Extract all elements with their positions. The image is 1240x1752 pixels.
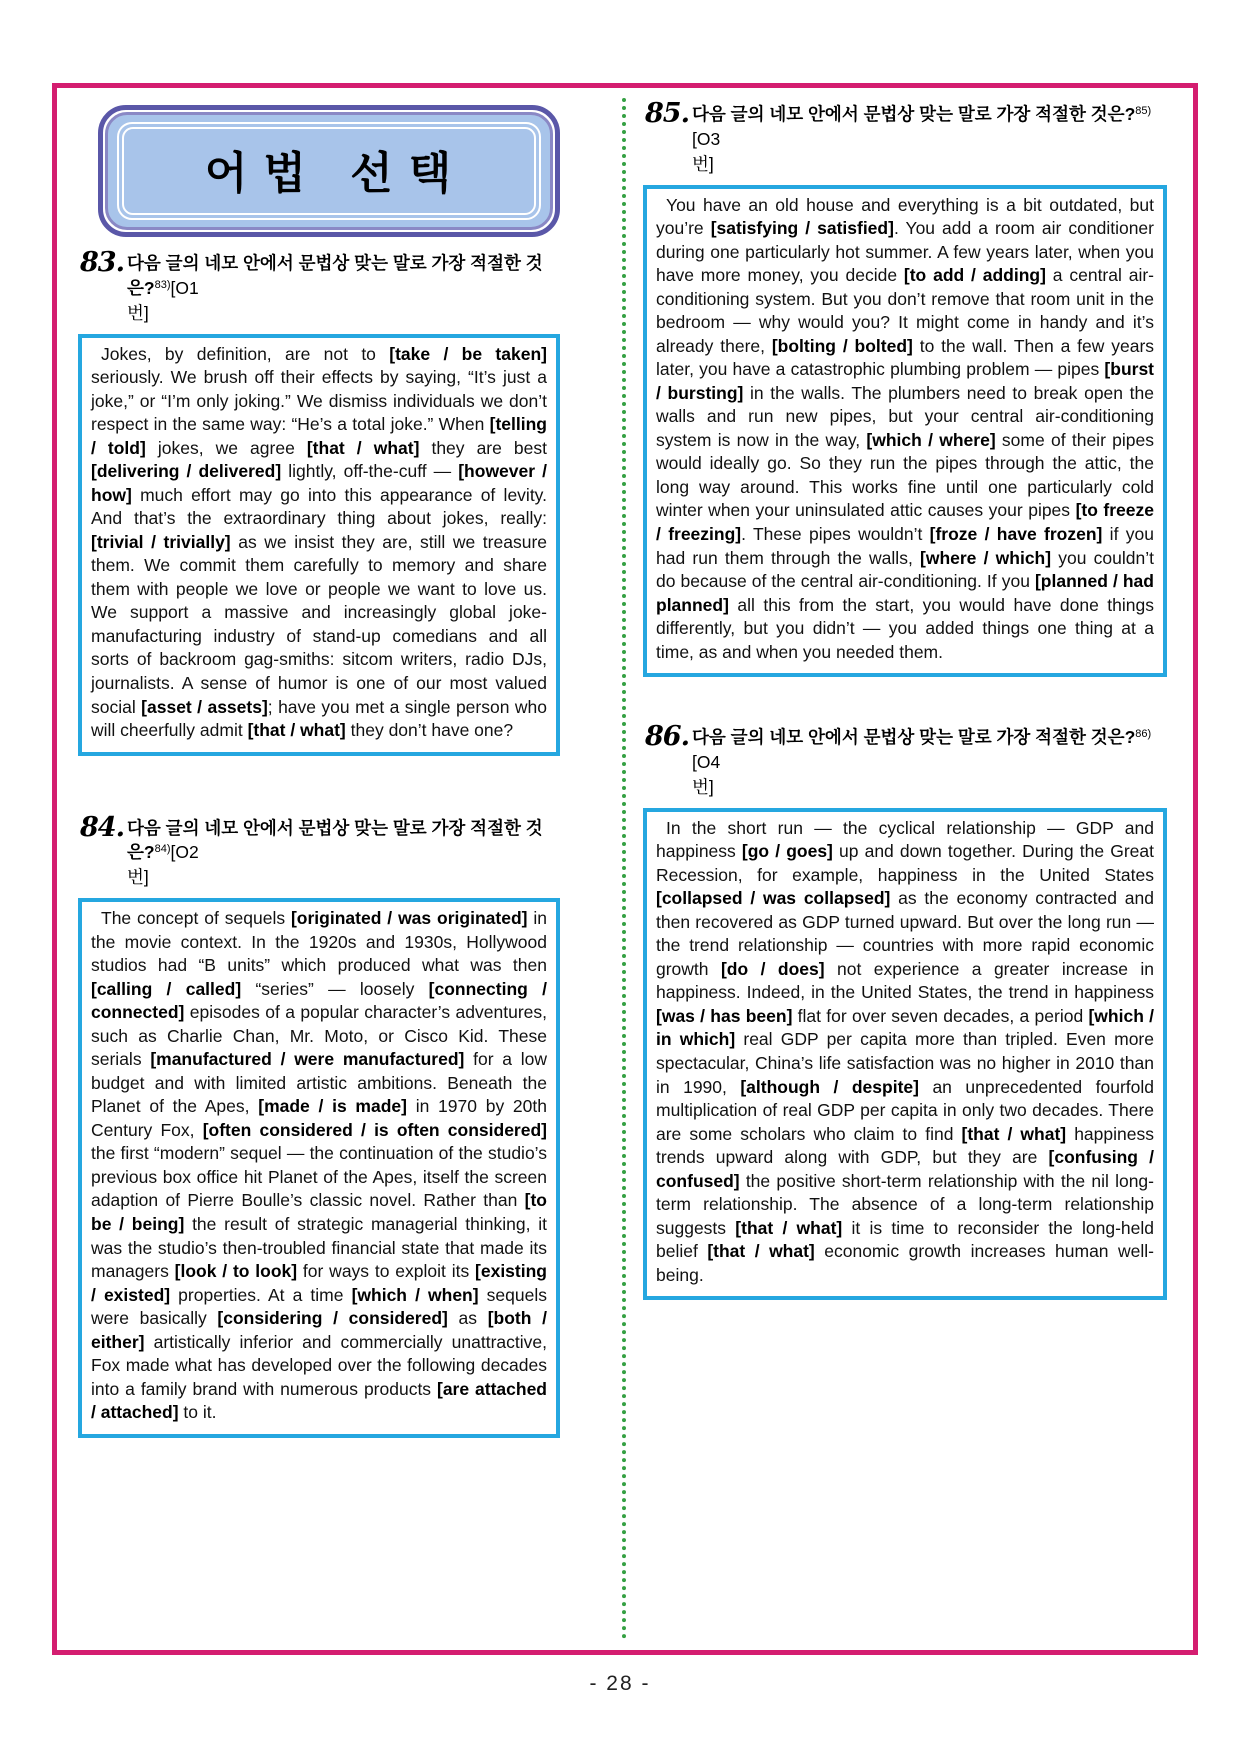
question-86-source-tag: [O4: [692, 752, 721, 772]
question-85-footnote-ref: 85): [1135, 105, 1152, 117]
question-85-source-tag: [O3: [692, 128, 721, 149]
question-83-passage-text: Jokes, by definition, are not to [take / be taken] seriously. We brush off their effects by saying, “It’s just a joke,” or “I’m only joking.” We dismiss individuals we don’t respect in the same way: “He’s a total joke.” When [telling / told] jokes, we agree [that / what] they are best [delivering / delivered] lightly, off-the-cuff — [however / how] much effort may go into this appearance of levity. And that’s the extraordinary thing about jokes, really: [trivial / trivially] as we insist they are, still we treasure them. We commit them carefully to memory and share them with people we love or people we want to love us. We support a massive and increasingly global joke-manufacturing industry of stand-up comedians and all sorts of backroom gag-smiths: sitcom writers, radio DJs, journalists. A sense of humor is one of our most valued social [asset / assets]; have you met a single person who will cheerfully admit [that / what] they don’t have one?: [91, 343, 548, 741]
question-84-passage-box: [78, 898, 560, 1438]
question-85-passage-box: [643, 185, 1167, 678]
question-84-source-tag: [O2: [170, 842, 199, 863]
question-84-header: [80, 811, 560, 891]
question-86-header: [645, 721, 1167, 800]
title-box: [98, 105, 560, 237]
question-86-prompt: 다음 글의 네모 안에서 문법상 맞는 말로 가장 적절한 것은?: [692, 727, 1136, 748]
question-section-83: [78, 247, 560, 756]
question-86-source-tag-line2: 번]: [692, 776, 714, 797]
question-85-number: 85.: [645, 98, 689, 129]
question-83-footnote-ref: 83): [154, 278, 171, 291]
question-85-header: [645, 98, 1167, 177]
question-84-prompt: 다음 글의 네모 안에서 문법상 맞는 말로 가장 적절한 것은?: [127, 817, 543, 863]
left-column: [78, 96, 560, 1650]
question-83-source-tag: [O1: [170, 277, 199, 298]
question-83-number: 83.: [80, 247, 124, 278]
question-83-passage-box: [78, 334, 560, 756]
column-divider: [622, 98, 626, 1640]
question-section-86: [643, 721, 1167, 1300]
question-86-passage-box: [643, 808, 1167, 1301]
question-86-footnote-ref: 86): [1135, 728, 1152, 741]
question-85-passage-text: You have an old house and everything is a bit outdated, but you’re [satisfying / satisfied]. You add a room air conditioner during one particularly hot summer. A few years later, when you have more money, you decide [to add / adding] a central air-conditioning system. But you don’t remove that room unit in the bedroom — why would you? It might come in handy and it’s already there, [bolting / bolted] to the wall. Then a few years later, you have a catastrophic plumbing problem — pipes [burst / bursting] in the walls. The plumbers need to break open the walls and run new pipes, but your central air-conditioning system is now in the way, [which / where] some of their pipes would ideally go. So they run the pipes through the attic, the long way around. This works fine until one particularly cold winter when your uninsulated attic causes your pipes [to freeze / freezing]. These pipes wouldn’t [froze / have frozen] if you had run them through the walls, [where / which] you couldn’t do because of the central air-conditioning. If you [planned / had planned] all this from the start, you would have done things differently, but you didn’t — you added things one thing at a time, as and when you needed them.: [656, 194, 1155, 662]
question-83-source-tag-line2: 번]: [127, 302, 149, 323]
question-86-number: 86.: [645, 721, 689, 753]
question-84-number: 84.: [80, 811, 124, 843]
question-83-header: [80, 247, 560, 326]
page-frame: [52, 83, 1198, 1655]
question-85-source-tag-line2: 번]: [692, 153, 714, 174]
question-84-passage-text: The concept of sequels [originated / was originated] in the movie context. In the 1920s and 1930s, Hollywood studios had “B units” which produced what was then [calling / called] “series” — loosely [connecting / connected] episodes of a popular character’s adventures, such as Charlie Chan, Mr. Moto, or Cisco Kid. These serials [manufactured / were manufactured] for a low budget and with limited artistic ambitions. Beneath the Planet of the Apes, [made / is made] in 1970 by 20th Century Fox, [often considered / is often considered] the first “modern” sequel — the continuation of the studio’s previous box office hit Planet of the Apes, itself the screen adaption of Pierre Boulle’s classic novel. Rather than [to be / being] the result of strategic managerial thinking, it was the studio’s then-troubled financial state that made its managers [look / to look] for ways to exploit its [existing / existed] properties. At a time [which / when] sequels were basically [considering / considered] as [both / either] artistically inferior and commercially unattractive, Fox made what has developed over the following decades into a family brand with numerous products [are attached / attached] to it.: [91, 908, 548, 1423]
question-83-prompt: 다음 글의 네모 안에서 문법상 맞는 말로 가장 적절한 것은?: [127, 253, 543, 298]
question-84-footnote-ref: 84): [154, 843, 171, 856]
question-84-source-tag-line2: 번]: [127, 867, 149, 888]
right-column: [643, 96, 1167, 1650]
two-column-layout: [57, 88, 1193, 1650]
question-section-84: [78, 811, 560, 1438]
question-section-85: [643, 98, 1167, 677]
question-86-passage-text: In the short run — the cyclical relationship — GDP and happiness [go / goes] up and down together. During the Great Recession, for example, happiness in the United States [collapsed / was collapsed] as the economy contracted and then recovered as GDP turned upward. But over the long run — the trend relationship — countries with more rapid economic growth [do / does] not experience a greater increase in happiness. Indeed, in the United States, the trend in happiness [was / has been] flat for over seven decades, a period [which / in which] real GDP per capita more than tripled. Even more spectacular, China’s life satisfaction was no higher in 2010 than in 1990, [although / despite] an unprecedented fourfold multiplication of real GDP per capita in only two decades. There are some scholars who claim to find [that / what] happiness trends upward along with GDP, but they are [confusing / confused] the positive short-term relationship with the nil long-term relationship. The absence of a long-term relationship suggests [that / what] it is time to reconsider the long-held belief [that / what] economic growth increases human well-being.: [656, 817, 1155, 1285]
page-number: - 28 -: [589, 1672, 651, 1695]
question-85-prompt: 다음 글의 네모 안에서 문법상 맞는 말로 가장 적절한 것은?: [692, 104, 1136, 124]
page-title: 어법 선택: [204, 149, 468, 198]
